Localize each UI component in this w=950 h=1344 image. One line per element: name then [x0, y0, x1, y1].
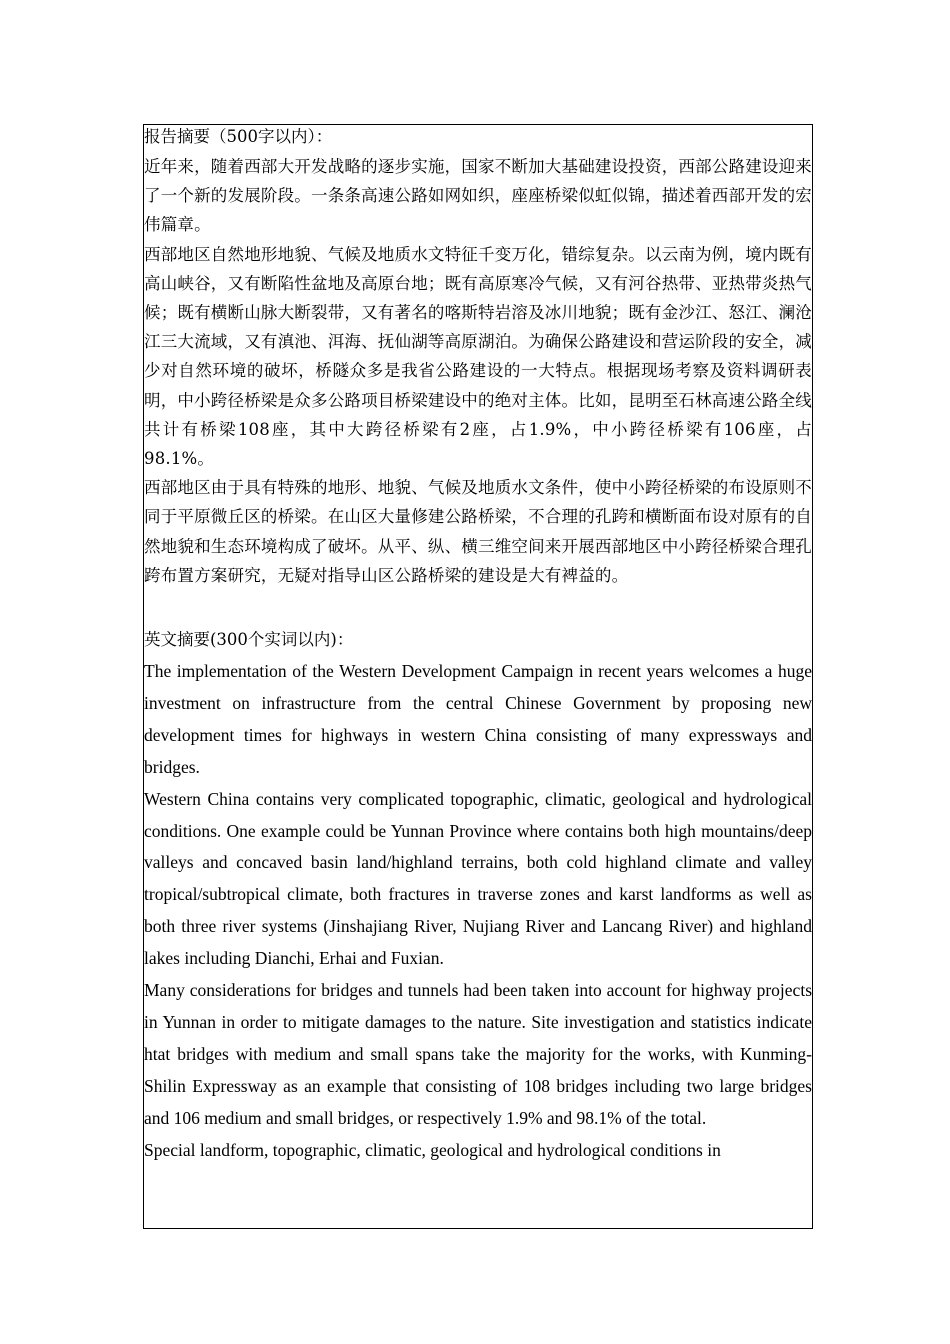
chinese-abstract-paragraph: 近年来，随着西部大开发战略的逐步实施，国家不断加大基础建设投资，西部公路建设迎来了一个新的发展阶段。一条条高速公路如网如织，座座桥梁似虹似锦，描述着西部开发的宏伟篇章。 — [144, 157, 812, 235]
chinese-abstract-paragraph: 西部地区自然地形地貌、气候及地质水文特征千变万化，错综复杂。以云南为例，境内既有高山峡谷，又有断陷性盆地及高原台地；既有高原寒冷气候，又有河谷热带、亚热带炎热气候；既有横断山脉大断裂带，又有著名的喀斯特岩溶及冰川地貌；既有金沙江、怒江、澜沧江三大流域，又有滇池、洱海、抚仙湖等高原湖泊。为确保公路建设和营运阶段的安全，减少对自然环境的破坏，桥隧众多是我省公路建设的一大特点。根据现场考察及资料调研表明，中小跨径桥梁是众多公路项目桥梁建设中的绝对主体。比如，昆明至石林高速公路全线共计有桥梁108座，其中大跨径桥梁有2座，占1.9%，中小跨径桥梁有106座，占98.1%。 — [144, 244, 812, 469]
english-abstract-paragraph: Special landform, topographic, climatic, geological and hydrological conditions in — [144, 1139, 721, 1160]
english-abstract-heading: 英文摘要(300个实词以内)： — [144, 630, 354, 650]
chinese-abstract-heading: 报告摘要（500字以内）： — [144, 127, 333, 146]
report-content — [144, 124, 812, 1167]
blank-line — [144, 590, 812, 624]
english-abstract-paragraph: Many considerations for bridges and tunnels had been taken into account for highway projects in Yunnan in order to mitigate damages to the nature. Site investigation and statistics indicate htat bridges with medium and small spans take the majority for the works, with Kunming-Shilin Expressway as an example that consisting of 108 bridges including two large bridges and 106 medium and small bridges, or respectively 1.9% and 98.1% of the total. — [144, 980, 812, 1128]
chinese-abstract-paragraph: 西部地区由于具有特殊的地形、地貌、气候及地质水文条件，使中小跨径桥梁的布设原则不同于平原微丘区的桥梁。在山区大量修建公路桥梁，不合理的孔跨和横断面布设对原有的自然地貌和生态环境构成了破坏。从平、纵、横三维空间来开展西部地区中小跨径桥梁合理孔跨布置方案研究，无疑对指导山区公路桥梁的建设是大有裨益的。 — [144, 478, 812, 585]
english-abstract-paragraph: The implementation of the Western Development Campaign in recent years welcomes a huge investment on infrastructure from the central Chinese Government by proposing new development times for highways in western China consisting of many expressways and bridges. — [144, 661, 812, 777]
english-abstract-paragraph: Western China contains very complicated topographic, climatic, geological and hydrological conditions. One example could be Yunnan Province where contains both high mountains/deep valleys and concaved basin land/highland terrains, both cold highland climate and valley tropical/subtropical climate, both fractures in traverse zones and karst landforms as well as both three river systems (Jinshajiang River, Nujiang River and Lancang River) and highland lakes including Dianchi, Erhai and Fuxian. — [144, 788, 812, 969]
